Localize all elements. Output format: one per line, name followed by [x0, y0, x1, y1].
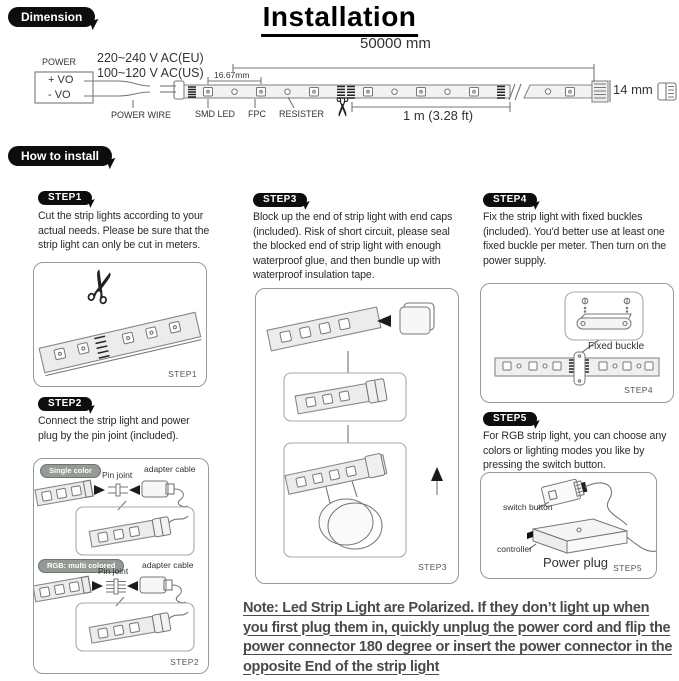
voltage-us-label: 100~120 V AC(US): [97, 66, 204, 80]
step1-badge: STEP1: [38, 191, 92, 205]
step5-corner-label: STEP5: [613, 563, 642, 573]
step1-corner-label: STEP1: [168, 369, 197, 379]
pin-joint-label: Pin joint: [102, 470, 133, 480]
plus-terminal-label: + VO: [48, 74, 74, 86]
step4-corner-label: STEP4: [624, 385, 653, 395]
polarity-note: Note: Led Strip Light are Polarized. If they don’t light up when you first plug them in, quickly unplug the power cord and flip the power connector 180 degree or insert the power connector in the opposite End of the strip light: [243, 600, 673, 675]
step4-diagram: [480, 283, 674, 403]
switch-button-label: switch button: [503, 502, 553, 512]
step4-text: Fix the strip light with fixed buckles (included). You'd better use at least one fixed buckle per meter. Then turn on the power supply.: [483, 211, 667, 267]
total-length-label: 50000 mm: [360, 35, 431, 52]
step1-diagram: [33, 262, 207, 387]
cut-length-label: 1 m (3.28 ft): [403, 108, 474, 123]
minus-terminal-label: - VO: [48, 89, 71, 101]
step5-badge: STEP5: [483, 412, 537, 426]
led-pitch-label: 16.67mm: [214, 70, 250, 80]
step2-text: Connect the strip light and power plug by the pin joint (included).: [38, 415, 190, 442]
step4-badge: STEP4: [483, 193, 537, 207]
fixed-buckle-label: Fixed buckle: [588, 341, 645, 352]
smd-led-label: SMD LED: [195, 109, 236, 119]
dimension-diagram: [0, 30, 679, 148]
power-box-label: POWER: [42, 57, 77, 67]
page-title: Installation: [261, 1, 419, 37]
controller-label: controller: [497, 544, 532, 554]
power-wire-label: POWER WIRE: [111, 110, 171, 120]
step3-text: Block up the end of strip light with end caps (included). Risk of short circuit, please seal the blocked end of strip light with enough waterproof glue, and then bundle up with waterproof insulation tape.: [253, 211, 453, 282]
resister-label: RESISTER: [279, 109, 325, 119]
step2-diagram: [33, 458, 209, 674]
how-to-install-badge: How to install: [8, 146, 112, 166]
single-color-badge: Single color: [40, 464, 101, 478]
step2-corner-label: STEP2: [170, 657, 199, 667]
scissors-icon: ✂: [73, 262, 131, 312]
step1-text: Cut the strip lights according to your actual needs. Please be sure that the strip light can only be cut in meters.: [38, 210, 210, 252]
strip-width-label: 14 mm: [613, 82, 653, 97]
power-plug-label: Power plug: [543, 555, 609, 570]
adapter-cable-label: adapter cable: [144, 464, 196, 474]
strip-dimension-drawing: [0, 30, 679, 148]
fpc-label: FPC: [248, 109, 266, 119]
step3-drawing: [256, 289, 458, 583]
step2-badge: STEP2: [38, 397, 92, 411]
scissors-icon: ✂: [326, 96, 357, 118]
rgb-multicolor-badge: RGB: multi colored: [38, 559, 124, 573]
dimension-section-badge: Dimension: [8, 7, 95, 27]
adapter-cable-label: adapter cable: [142, 560, 194, 570]
step3-corner-label: STEP3: [418, 562, 447, 572]
voltage-eu-label: 220~240 V AC(EU): [97, 51, 204, 65]
step5-diagram: [480, 472, 657, 579]
step5-text: For RGB strip light, you can choose any colors or lighting modes you like by pressing the switch button.: [483, 430, 667, 472]
step3-badge: STEP3: [253, 193, 307, 207]
step3-diagram: [255, 288, 459, 584]
pin-joint-label: Pin joint: [98, 566, 129, 576]
